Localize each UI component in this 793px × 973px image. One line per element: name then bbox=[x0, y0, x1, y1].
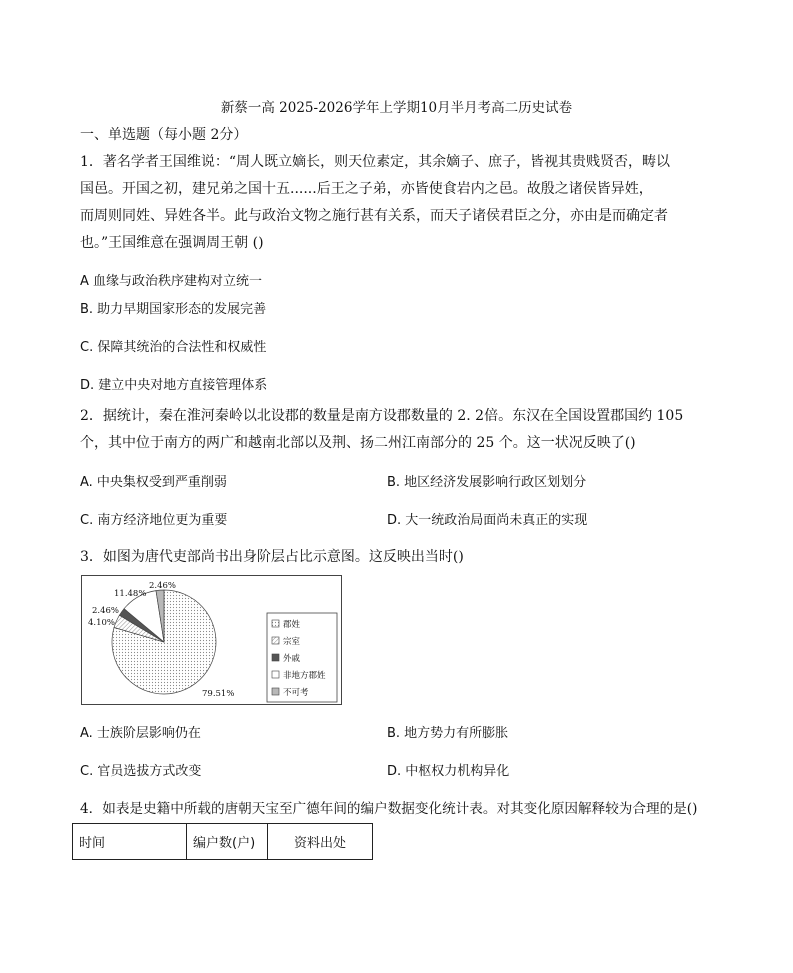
q3-option-a: A. 士族阶层影响仍在 bbox=[80, 726, 201, 741]
q1-option-c: C. 保障其统治的合法性和权威性 bbox=[80, 340, 267, 355]
legend-swatch-4 bbox=[272, 671, 279, 678]
pie-slice-label-5: 2.46% bbox=[149, 581, 177, 591]
pie-slice-label-2: 4.10% bbox=[88, 618, 116, 628]
section-heading: 一、单选题（每小题 2分） bbox=[80, 127, 248, 143]
legend-label-4: 非地方郡姓 bbox=[283, 671, 326, 681]
q1-line-1: 1．著名学者王国维说：“周人既立嫡长，则天位素定，其余嫡子、庶子，皆视其贵贱贤否，畴以 bbox=[80, 154, 671, 170]
q1-option-a: A 血缘与政治秩序建构对立统一 bbox=[80, 274, 263, 289]
q3-option-d: D. 中枢权力机构异化 bbox=[387, 764, 510, 779]
q2-option-d: D. 大一统政治局面尚未真正的实现 bbox=[387, 513, 588, 528]
q2-option-b: B. 地区经济发展影响行政区划划分 bbox=[387, 475, 587, 490]
table-header-source: 资料出处 bbox=[268, 824, 373, 860]
q2-line-2: 个，其中位于南方的两广和越南北部以及荆、扬二州江南部分的 25 个。这一状况反映了() bbox=[80, 435, 636, 451]
q2-line-1: 2．据统计，秦在淮河秦岭以北设郡的数量是南方设郡数量的 2. 2倍。东汉在全国设置郡国约 105 bbox=[80, 408, 684, 424]
q1-option-d: D. 建立中央对地方直接管理体系 bbox=[80, 378, 268, 393]
table-header-households: 编户数(户) bbox=[187, 824, 268, 860]
legend-label-5: 不可考 bbox=[283, 688, 309, 698]
q3-option-b: B. 地方势力有所膨胀 bbox=[387, 726, 509, 741]
q2-option-c: C. 南方经济地位更为重要 bbox=[80, 513, 228, 528]
pie-slice-label-3: 2.46% bbox=[92, 606, 120, 616]
q4-line: 4．如表是史籍中所载的唐朝天宝至广德年间的编户数据变化统计表。对其变化原因解释较为合理的是() bbox=[80, 801, 698, 817]
q1-line-4: 也。”王国维意在强调周王朝 () bbox=[80, 235, 264, 251]
q2-option-a: A. 中央集权受到严重削弱 bbox=[80, 475, 227, 490]
legend-swatch-3 bbox=[272, 654, 279, 661]
legend-swatch-1 bbox=[272, 620, 279, 627]
legend-swatch-5 bbox=[272, 688, 279, 695]
table-header-time: 时间 bbox=[73, 824, 187, 860]
pie-slice-label-4: 11.48% bbox=[114, 589, 147, 599]
pie-chart-figure bbox=[81, 575, 342, 705]
q1-option-b: B. 助力早期国家形态的发展完善 bbox=[80, 302, 267, 317]
legend-label-2: 宗室 bbox=[283, 637, 301, 647]
legend-label-3: 外戚 bbox=[283, 654, 301, 664]
q3-line: 3．如图为唐代吏部尚书出身阶层占比示意图。这反映出当时() bbox=[80, 549, 464, 565]
q3-option-c: C. 官员选拔方式改变 bbox=[80, 764, 202, 779]
legend-label-1: 郡姓 bbox=[283, 620, 301, 630]
household-data-table bbox=[72, 823, 373, 860]
exam-title: 新蔡一高 2025-2026学年上学期10月半月考高二历史试卷 bbox=[220, 100, 573, 116]
pie-slice-label-1: 79.51% bbox=[202, 689, 235, 699]
table-header-row bbox=[73, 824, 373, 860]
legend-swatch-2 bbox=[272, 637, 279, 644]
q1-line-3: 而周则同姓、异姓各半。此与政治文物之施行甚有关系，而天子诸侯君臣之分，亦由是而确定者 bbox=[80, 208, 668, 224]
pie-chart bbox=[82, 576, 341, 704]
q1-line-2: 国邑。开国之初，建兄弟之国十五......后王之子弟，亦皆使食岩内之邑。故殷之诸侯皆异姓， bbox=[80, 181, 653, 197]
